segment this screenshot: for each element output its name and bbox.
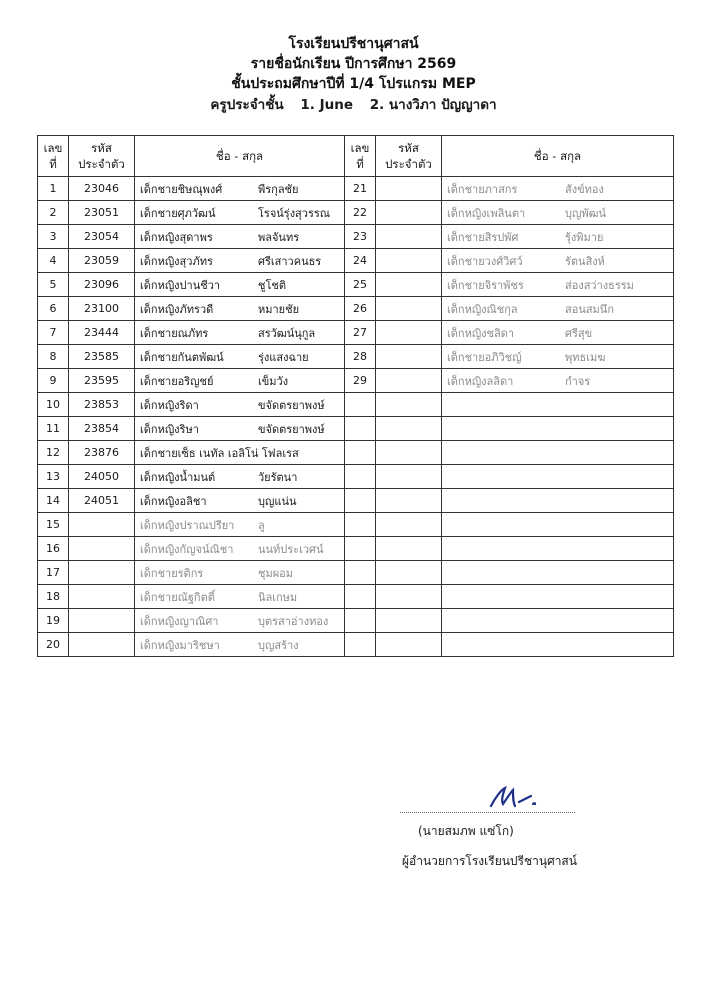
student-first-name: เด็กหญิงริษา (140, 422, 199, 436)
cell-student-code (376, 201, 442, 225)
cell-no (345, 489, 376, 513)
cell-student-code: 24050 (69, 465, 135, 489)
cell-no (345, 537, 376, 561)
cell-student-code: 23046 (69, 177, 135, 201)
cell-student-code (376, 321, 442, 345)
cell-student-code: 23059 (69, 249, 135, 273)
student-first-name: เด็กหญิงปานชีวา (140, 278, 221, 292)
cell-student-name (442, 585, 674, 609)
table-row (38, 417, 674, 441)
table-row (38, 369, 674, 393)
cell-student-code: 23876 (69, 441, 135, 465)
cell-no: 6 (38, 297, 69, 321)
cell-student-name (135, 513, 345, 537)
student-last-name: ชูโชติ (258, 278, 286, 292)
col-code-header: รหัส ประจำตัว (69, 136, 135, 177)
student-last-name: โรจน์รุ่งสุวรรณ (258, 206, 330, 220)
cell-no: 21 (345, 177, 376, 201)
student-last-name: ศรีเสาวคนธร (258, 254, 322, 268)
table-row (38, 561, 674, 585)
cell-student-name (442, 321, 674, 345)
student-last-name: สอนสมนึก (565, 302, 614, 316)
cell-student-name (135, 345, 345, 369)
table-row (38, 609, 674, 633)
student-last-name: บุญแน่น (258, 494, 297, 508)
student-first-name: เด็กหญิงภัทรวดี (140, 302, 214, 316)
cell-student-code (376, 297, 442, 321)
student-first-name: เด็กหญิงอลิชา (140, 494, 207, 508)
cell-student-name (135, 201, 345, 225)
cell-no: 19 (38, 609, 69, 633)
table-row (38, 585, 674, 609)
cell-no: 15 (38, 513, 69, 537)
cell-student-name (442, 177, 674, 201)
cell-student-code (376, 465, 442, 489)
table-row (38, 633, 674, 657)
student-first-name: เด็กหญิงญาณิศา (140, 614, 219, 628)
student-first-name: เด็กชายศุภวัฒน์ (140, 206, 216, 220)
cell-no: 9 (38, 369, 69, 393)
cell-no (345, 513, 376, 537)
table-row (38, 177, 674, 201)
cell-student-code: 23853 (69, 393, 135, 417)
list-title: รายชื่อนักเรียน ปีการศึกษา 2569 (250, 56, 457, 72)
cell-no: 18 (38, 585, 69, 609)
cell-no: 26 (345, 297, 376, 321)
student-first-name: เด็กชายอริญชย์ (140, 374, 214, 388)
student-last-name: ขจัดตรยาพงษ์ (258, 398, 325, 412)
table-row (38, 345, 674, 369)
cell-student-name (135, 321, 345, 345)
cell-student-code: 24051 (69, 489, 135, 513)
cell-student-name (135, 465, 345, 489)
cell-student-code (376, 273, 442, 297)
cell-student-code (69, 561, 135, 585)
col-name-header: ชื่อ - สกุล (135, 136, 345, 177)
cell-student-code: 23444 (69, 321, 135, 345)
cell-no (345, 465, 376, 489)
document-header (0, 34, 707, 115)
cell-student-name (135, 393, 345, 417)
cell-student-name (442, 345, 674, 369)
cell-student-code (376, 513, 442, 537)
table-row (38, 249, 674, 273)
cell-student-code (376, 441, 442, 465)
student-first-name: เด็กชายจิราพัชร (447, 278, 524, 292)
teacher-line (0, 95, 707, 115)
cell-no: 4 (38, 249, 69, 273)
student-last-name: สรวัฒน์นุกูล (258, 326, 316, 340)
signer-name: (นายสมภพ แซ่โก) (418, 824, 514, 838)
cell-student-name (135, 417, 345, 441)
cell-student-name (442, 465, 674, 489)
cell-student-name (135, 249, 345, 273)
school-name: โรงเรียนปรีชานุศาสน์ (288, 36, 419, 52)
table-row (38, 225, 674, 249)
col-name-header: ชื่อ - สกุล (442, 136, 674, 177)
student-last-name: พุทธเมฆ (565, 350, 606, 364)
cell-student-code (376, 369, 442, 393)
student-last-name: บุตรสาอ่างทอง (258, 614, 329, 628)
cell-student-code (376, 249, 442, 273)
col-no-header: เลข ที่ (38, 136, 69, 177)
cell-no: 2 (38, 201, 69, 225)
cell-no: 13 (38, 465, 69, 489)
cell-student-code (69, 537, 135, 561)
cell-student-name (135, 537, 345, 561)
student-first-name: เด็กชายณภัทร (140, 326, 209, 340)
table-row (38, 513, 674, 537)
student-first-name: เด็กหญิงน้ำมนต์ (140, 470, 216, 484)
cell-student-code (69, 585, 135, 609)
cell-no (345, 441, 376, 465)
cell-no: 16 (38, 537, 69, 561)
student-first-name: เด็กหญิงณิชกุล (447, 302, 518, 316)
student-first-name: เด็กชายอภิวิชญ์ (447, 350, 522, 364)
cell-no: 8 (38, 345, 69, 369)
cell-no: 11 (38, 417, 69, 441)
cell-student-name (442, 369, 674, 393)
col-no-header: เลข ที่ (345, 136, 376, 177)
cell-student-name (135, 609, 345, 633)
student-first-name: เด็กหญิงชลิดา (447, 326, 515, 340)
cell-no: 29 (345, 369, 376, 393)
cell-student-code (376, 561, 442, 585)
teacher-2: 2. นางวิภา ปัญญาดา (369, 97, 497, 113)
cell-student-code (376, 585, 442, 609)
cell-student-name (442, 225, 674, 249)
cell-student-name (442, 249, 674, 273)
cell-student-name (442, 273, 674, 297)
student-first-name: เด็กชายภาสกร (447, 182, 518, 196)
cell-student-name (135, 441, 345, 465)
cell-student-name (135, 633, 345, 657)
student-first-name: เด็กชายสิรปพัศ (447, 230, 519, 244)
cell-student-code (69, 609, 135, 633)
cell-student-name (442, 513, 674, 537)
student-first-name: เด็กหญิงกัญจน์ณิชา (140, 542, 234, 556)
table-row (38, 537, 674, 561)
cell-student-code (376, 417, 442, 441)
cell-no (345, 609, 376, 633)
signer-position: ผู้อำนวยการโรงเรียนปรีชานุศาสน์ (402, 854, 577, 868)
cell-no: 3 (38, 225, 69, 249)
student-last-name: วัยรัตนา (258, 470, 298, 484)
class-line: ชั้นประถมศึกษาปีที่ 1/4 โปรแกรม MEP (231, 76, 476, 92)
cell-no (345, 393, 376, 417)
cell-student-name (442, 441, 674, 465)
table-row (38, 297, 674, 321)
cell-student-name (135, 273, 345, 297)
cell-student-code: 23051 (69, 201, 135, 225)
cell-student-name (442, 537, 674, 561)
student-first-name: เด็กหญิงมาริชษา (140, 638, 220, 652)
student-first-name: เด็กชายณัฐกิตติ์ (140, 590, 215, 604)
student-first-name: เด็กหญิงลลิดา (447, 374, 514, 388)
student-last-name: เข็มวัง (258, 374, 289, 388)
cell-no (345, 417, 376, 441)
cell-no: 10 (38, 393, 69, 417)
student-last-name: สังข์ทอง (565, 182, 604, 196)
cell-no: 22 (345, 201, 376, 225)
student-roster-table (37, 135, 674, 657)
student-last-name: กำจร (565, 374, 591, 388)
cell-student-name (442, 417, 674, 441)
cell-student-code (376, 177, 442, 201)
cell-student-code: 23854 (69, 417, 135, 441)
cell-no: 23 (345, 225, 376, 249)
cell-student-code (376, 609, 442, 633)
student-first-name: เด็กชายกันตพัฒน์ (140, 350, 224, 364)
cell-student-name (442, 489, 674, 513)
cell-student-code (376, 489, 442, 513)
cell-student-name (135, 489, 345, 513)
student-last-name: บุญสร้าง (258, 638, 299, 652)
cell-no: 28 (345, 345, 376, 369)
cell-student-code (69, 633, 135, 657)
student-last-name: ศรีสุข (565, 326, 593, 340)
cell-student-name (135, 585, 345, 609)
cell-student-code: 23054 (69, 225, 135, 249)
student-first-name: เด็กชายวงศ์วิศว์ (447, 254, 523, 268)
table-row (38, 393, 674, 417)
student-last-name: พลจันทร (258, 230, 300, 244)
cell-student-name (135, 297, 345, 321)
cell-student-name (442, 297, 674, 321)
cell-student-name (442, 633, 674, 657)
cell-student-name (442, 393, 674, 417)
student-first-name: เด็กชายชิษณุพงศ์ (140, 182, 223, 196)
cell-student-code: 23100 (69, 297, 135, 321)
teacher-1: 1. June (300, 97, 353, 113)
signature-mark (483, 780, 553, 814)
student-last-name: นนท์ประเวศน์ (258, 542, 324, 556)
student-last-name: รุ่งแสงฉาย (258, 350, 309, 364)
cell-no (345, 585, 376, 609)
cell-student-code: 23096 (69, 273, 135, 297)
cell-student-code (376, 345, 442, 369)
cell-student-code (376, 633, 442, 657)
cell-no: 17 (38, 561, 69, 585)
cell-student-code (376, 393, 442, 417)
student-last-name: ชุมผอม (258, 566, 294, 580)
student-first-name: เด็กหญิงสุวภัทร (140, 254, 213, 268)
cell-no: 5 (38, 273, 69, 297)
signature-line (400, 812, 575, 813)
cell-no (345, 561, 376, 585)
table-row (38, 201, 674, 225)
student-last-name: ขจัดตรยาพงษ์ (258, 422, 325, 436)
cell-student-name (135, 225, 345, 249)
cell-student-name (135, 561, 345, 585)
cell-student-name (135, 177, 345, 201)
student-first-name: เด็กหญิงสุดาพร (140, 230, 213, 244)
cell-student-name (442, 561, 674, 585)
student-first-name: เด็กหญิงปราณปรียา (140, 518, 235, 532)
table-row (38, 273, 674, 297)
table-row (38, 465, 674, 489)
cell-no: 24 (345, 249, 376, 273)
cell-student-name (442, 609, 674, 633)
cell-student-code (69, 513, 135, 537)
cell-student-code: 23595 (69, 369, 135, 393)
cell-student-code: 23585 (69, 345, 135, 369)
cell-no: 1 (38, 177, 69, 201)
table-row (38, 489, 674, 513)
cell-no: 14 (38, 489, 69, 513)
table-row (38, 441, 674, 465)
student-last-name: ลู (258, 518, 265, 532)
student-last-name: รัตนสิงห์ (565, 254, 605, 268)
student-last-name: รุ้งพิมาย (565, 230, 604, 244)
teacher-label: ครูประจำชั้น (210, 97, 284, 113)
student-last-name: ส่องสว่างธรรม (565, 278, 634, 292)
cell-no: 27 (345, 321, 376, 345)
student-first-name: เด็กหญิงเพลินตา (447, 206, 526, 220)
cell-no: 25 (345, 273, 376, 297)
student-first-name: เด็กหญิงริดา (140, 398, 199, 412)
cell-no: 20 (38, 633, 69, 657)
student-last-name: นิลเกษม (258, 590, 298, 604)
cell-student-name (442, 201, 674, 225)
table-row (38, 321, 674, 345)
col-code-header: รหัส ประจำตัว (376, 136, 442, 177)
table-header-row (38, 136, 674, 177)
student-last-name: พีรกุลชัย (258, 182, 299, 196)
cell-no: 12 (38, 441, 69, 465)
student-last-name: บุญพัฒน์ (565, 206, 607, 220)
student-last-name: หมายชัย (258, 302, 300, 316)
cell-student-code (376, 537, 442, 561)
cell-no: 7 (38, 321, 69, 345)
cell-student-name (135, 369, 345, 393)
cell-no (345, 633, 376, 657)
student-first-name: เด็กชายรติกร (140, 566, 204, 580)
student-first-name: เด็กชายเซ็ธ เนทัล เอลิโน่ โฟลเรส (140, 446, 299, 460)
cell-student-code (376, 225, 442, 249)
